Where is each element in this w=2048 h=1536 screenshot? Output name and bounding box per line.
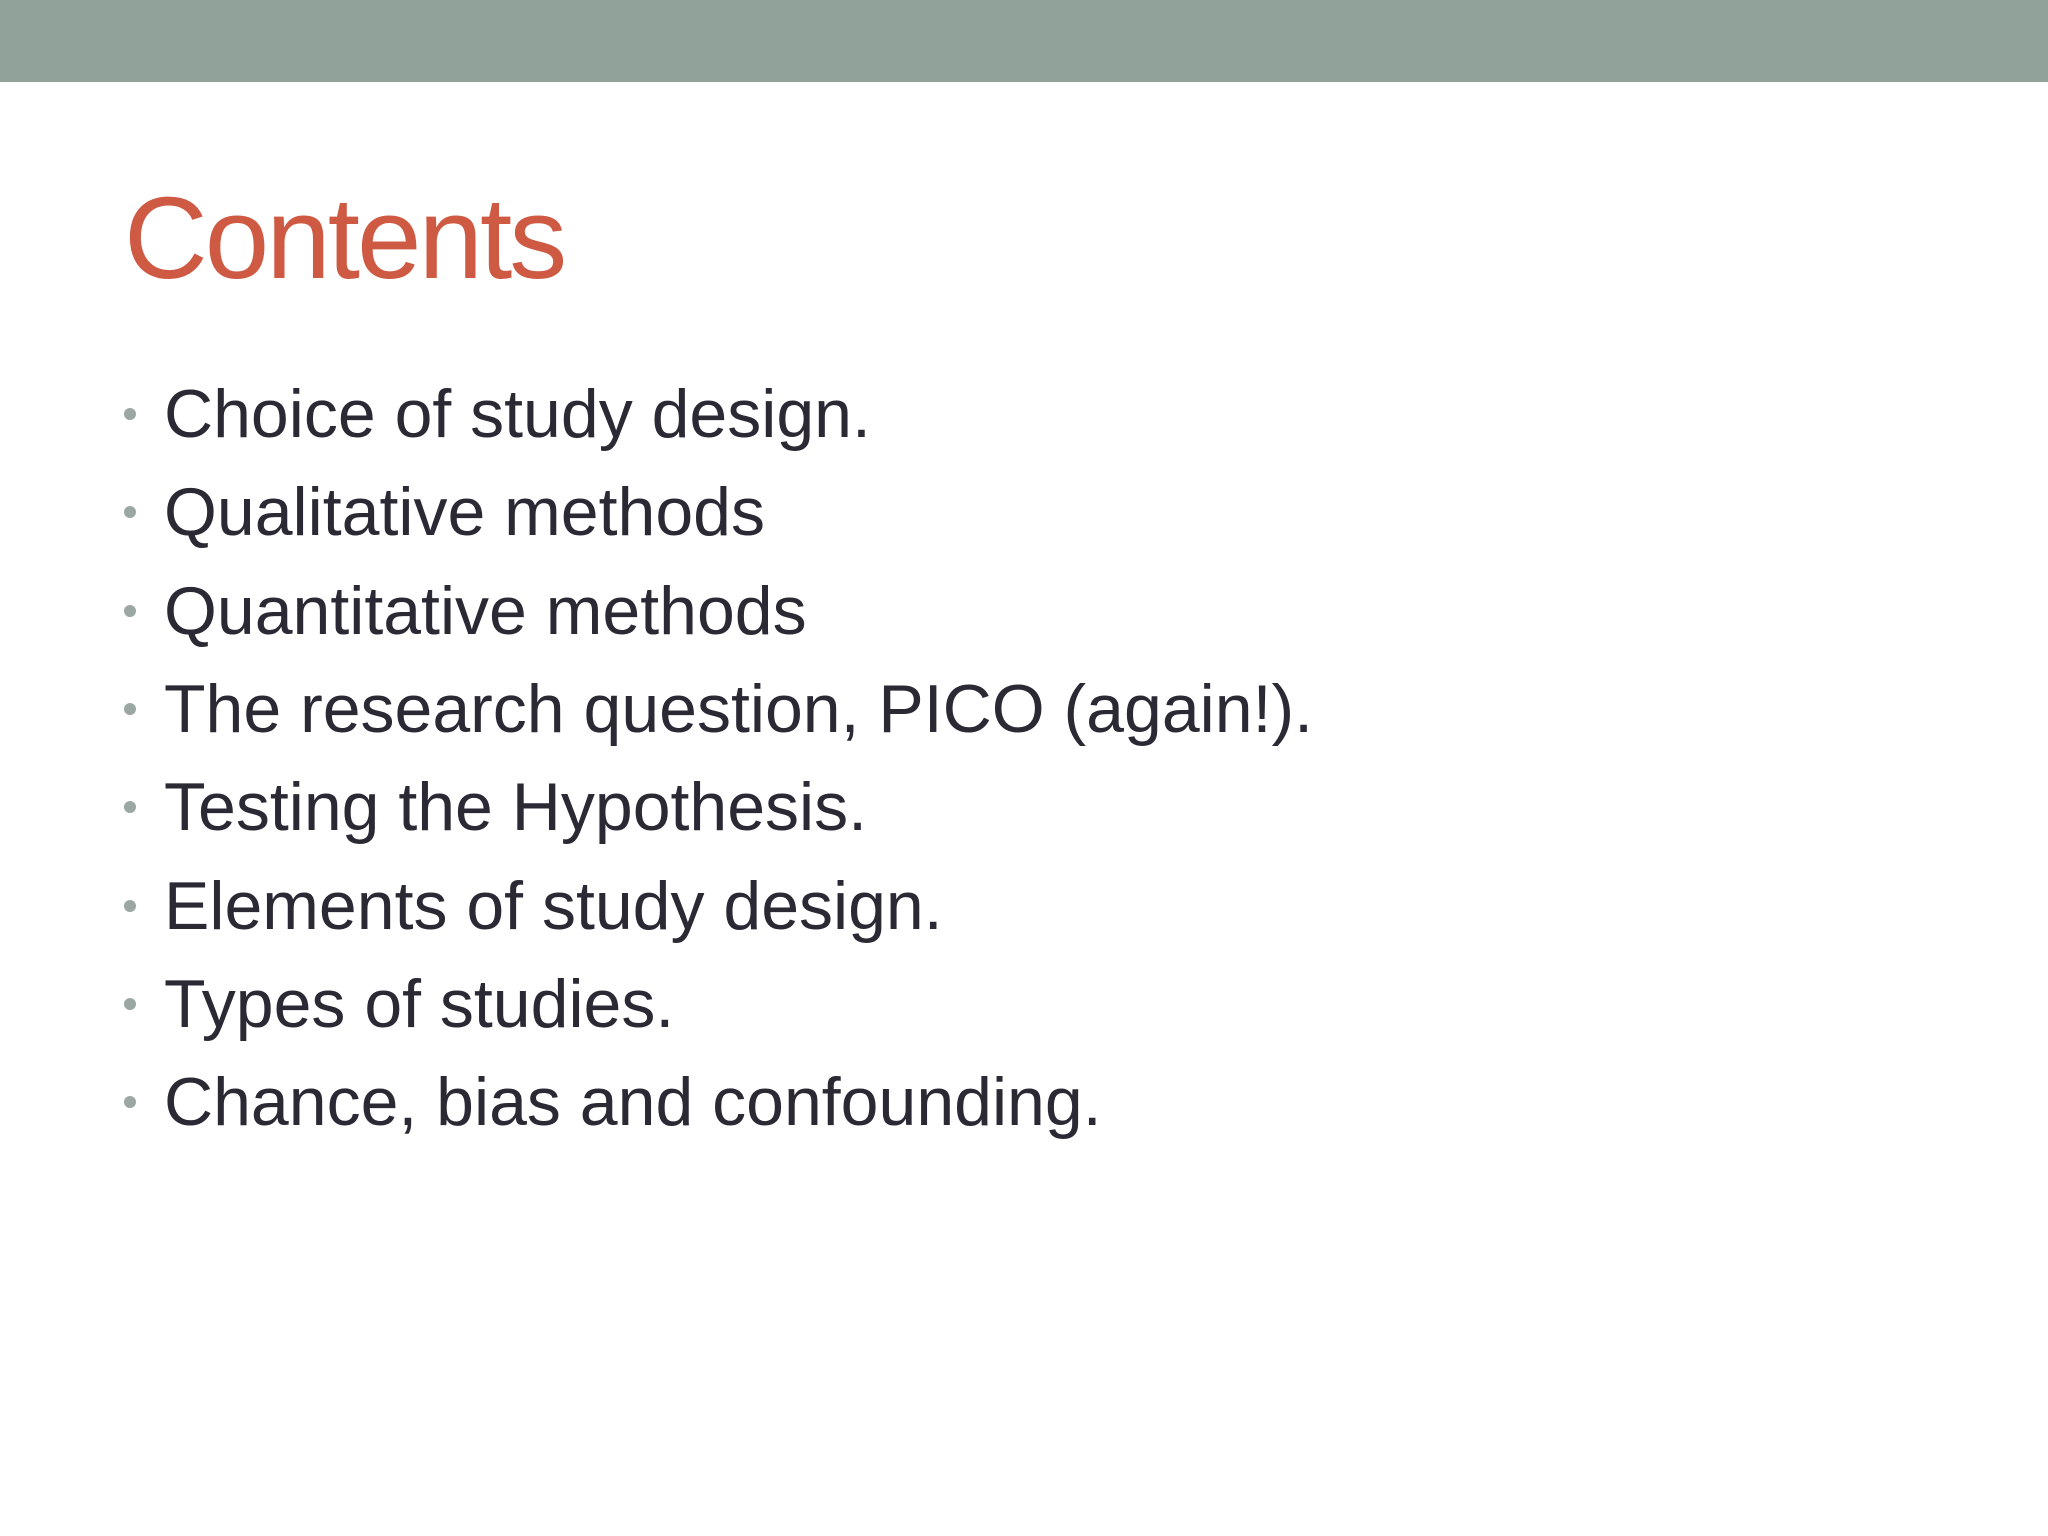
- list-item: [124, 758, 1313, 856]
- slide-title: Contents: [124, 173, 565, 303]
- list-item: [124, 660, 1313, 758]
- bullet-dot-icon: [124, 1096, 136, 1108]
- bullet-text: Choice of study design.: [164, 376, 871, 453]
- list-item: [124, 856, 1313, 954]
- bullet-dot-icon: [124, 605, 136, 617]
- list-item: [124, 955, 1313, 1053]
- bullet-dot-icon: [124, 998, 136, 1010]
- bullet-dot-icon: [124, 801, 136, 813]
- bullet-dot-icon: [124, 703, 136, 715]
- list-item: [124, 463, 1313, 561]
- list-item: [124, 365, 1313, 463]
- bullet-text: Elements of study design.: [164, 867, 943, 944]
- bullet-text: Qualitative methods: [164, 474, 765, 551]
- bullet-text: Testing the Hypothesis.: [164, 769, 868, 846]
- bullet-text: The research question, PICO (again!).: [164, 671, 1313, 748]
- bullet-list: [124, 365, 1313, 1151]
- bullet-dot-icon: [124, 506, 136, 518]
- bullet-dot-icon: [124, 408, 136, 420]
- header-band: [0, 0, 2048, 82]
- list-item: [124, 562, 1313, 660]
- bullet-text: Types of studies.: [164, 965, 675, 1042]
- bullet-text: Quantitative methods: [164, 572, 807, 649]
- bullet-text: Chance, bias and confounding.: [164, 1064, 1102, 1141]
- bullet-dot-icon: [124, 900, 136, 912]
- list-item: [124, 1053, 1313, 1151]
